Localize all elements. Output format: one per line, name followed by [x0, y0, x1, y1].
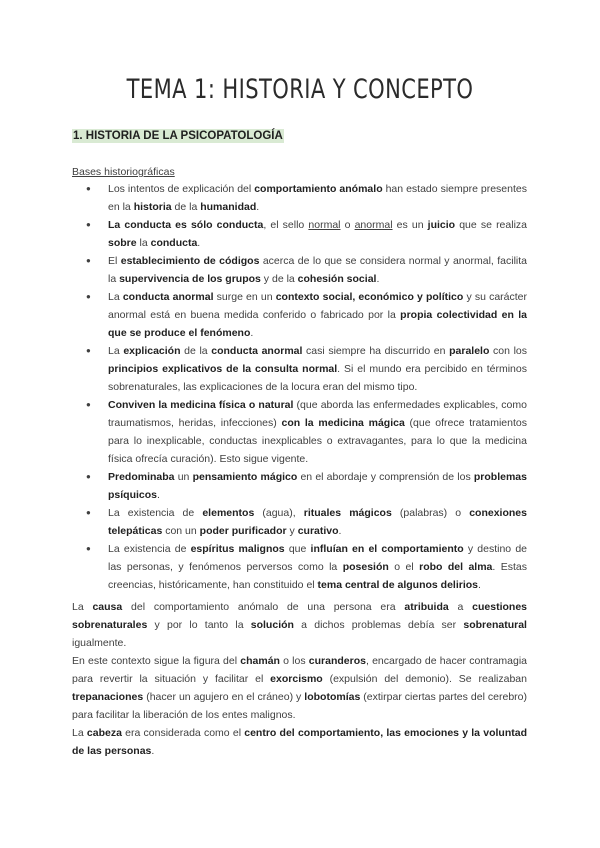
- bold-text: poder purificador: [199, 525, 287, 537]
- text-run: o el: [388, 561, 420, 573]
- bold-text: establecimiento de códigos: [120, 255, 260, 267]
- text-run: que: [284, 543, 311, 555]
- text-run: En este contexto sigue la figura del: [72, 655, 241, 667]
- text-run: o: [340, 219, 355, 231]
- text-run: y destino de las personas, y fenómenos perversos como la: [108, 543, 527, 573]
- bold-text: tema central de algunos delirios: [317, 579, 478, 591]
- bold-text: propia colectividad en la que se produce el fenómeno: [108, 309, 527, 339]
- page-title: TEMA 1: HISTORIA Y CONCEPTO: [126, 74, 474, 105]
- text-run: con un: [162, 525, 200, 537]
- bold-text: historia: [133, 201, 172, 213]
- bullet-item: [86, 540, 527, 594]
- text-run: a: [448, 601, 473, 613]
- bold-text: principios explicativos de la consulta normal: [108, 363, 338, 375]
- text-run: a dichos problemas debía ser: [293, 619, 464, 631]
- text-run: (que aborda las enfermedades explicables, como traumatismos, heridas, infecciones): [108, 399, 527, 429]
- bold-text: influían en el comportamiento: [310, 543, 464, 555]
- paragraph: [72, 598, 527, 652]
- text-run: .: [256, 201, 260, 213]
- underlined-text: normal: [308, 219, 341, 231]
- text-run: surge en un: [213, 291, 276, 303]
- bold-text: conducta anormal: [211, 345, 303, 357]
- text-run: (que ofrece tratamientos para lo inexplicable, conductas inexplicables o extravagantes, para lo que la medicina física ofrecía curación). Esto sigue vigente.: [108, 417, 527, 465]
- bold-text: robo del alma: [419, 561, 493, 573]
- text-run: de la: [180, 345, 212, 357]
- body-paragraphs: [72, 598, 527, 760]
- bold-text: con la medicina mágica: [281, 417, 405, 429]
- text-run: .: [338, 525, 342, 537]
- bold-text: Predominaba: [108, 471, 175, 483]
- paragraph: [72, 724, 527, 760]
- bullet-item: [86, 252, 527, 288]
- text-run: y por lo tanto la: [147, 619, 251, 631]
- bullet-item: [86, 504, 527, 540]
- text-run: con los: [489, 345, 528, 357]
- text-run: han estado siempre presentes en la: [108, 183, 527, 213]
- text-run: .: [197, 237, 201, 249]
- text-run: del comportamiento anómalo de una persona era: [122, 601, 405, 613]
- bold-text: posesión: [342, 561, 389, 573]
- bullet-item: [86, 468, 527, 504]
- text-run: .: [151, 745, 155, 757]
- text-run: acerca de lo que se considera normal y anormal, facilita la: [108, 255, 527, 285]
- text-run: igualmente.: [72, 637, 127, 649]
- bold-text: supervivencia de los grupos: [119, 273, 261, 285]
- bullet-item: [86, 288, 527, 342]
- text-run: casi siempre ha discurrido en: [302, 345, 450, 357]
- text-run: . Si el mundo era percibido en términos sobrenaturales, las explicaciones de la locura eran del mismo tipo.: [108, 363, 527, 393]
- text-run: o los: [279, 655, 309, 667]
- bold-text: rituales mágicos: [303, 507, 392, 519]
- bold-text: contexto social, económico y político: [275, 291, 464, 303]
- bold-text: sobrenatural: [463, 619, 527, 631]
- bold-text: lobotomías: [304, 691, 361, 703]
- bold-text: comportamiento anómalo: [254, 183, 383, 195]
- text-run: Los intentos de explicación del: [108, 183, 255, 195]
- bold-text: cabeza: [86, 727, 122, 739]
- bold-text: solución: [250, 619, 294, 631]
- bold-text: humanidad: [200, 201, 257, 213]
- text-run: . Estas creencias, históricamente, han constituido el: [108, 561, 528, 591]
- text-run: .: [157, 489, 160, 501]
- text-run: (extirpar ciertas partes del cerebro) para facilitar la liberación de los entes malignos.: [72, 691, 527, 721]
- bullet-item: [86, 342, 527, 396]
- bold-text: conducta anormal: [122, 291, 214, 303]
- text-run: (agua),: [254, 507, 304, 519]
- text-run: que se realiza: [455, 219, 527, 231]
- bold-text: juicio: [427, 219, 456, 231]
- bold-text: espíritus malignos: [190, 543, 285, 555]
- bold-text: cuestiones sobrenaturales: [72, 601, 527, 631]
- bold-text: chamán: [240, 655, 280, 667]
- bold-text: elementos: [202, 507, 255, 519]
- text-run: era considerada como el: [121, 727, 245, 739]
- bold-text: exorcismo: [270, 673, 323, 685]
- bullet-item: [86, 396, 527, 468]
- text-run: (hacer un agujero en el cráneo) y: [143, 691, 305, 703]
- bold-text: La conducta es sólo conducta: [108, 219, 264, 231]
- text-run: es un: [392, 219, 428, 231]
- bold-text: conexiones telepáticas: [108, 507, 527, 537]
- text-run: en el abordaje y comprensión de los: [297, 471, 474, 483]
- bold-text: explicación: [123, 345, 181, 357]
- bold-text: Conviven la medicina física o natural: [108, 399, 294, 411]
- text-run: , el sello: [263, 219, 309, 231]
- text-run: y su carácter anormal está en buena medida conferido o fabricado por la: [108, 291, 528, 321]
- text-run: El: [108, 255, 121, 267]
- bullet-list: [86, 180, 527, 594]
- bold-text: curanderos: [308, 655, 366, 667]
- text-run: la: [136, 237, 151, 249]
- text-run: .: [250, 327, 254, 339]
- section-heading: 1. HISTORIA DE LA PSICOPATOLOGÍA: [73, 130, 283, 142]
- text-run: (expulsión del demonio). Se realizaban: [322, 673, 527, 685]
- text-run: La: [108, 345, 124, 357]
- bold-text: centro del comportamiento, las emociones y la voluntad de las personas: [72, 727, 527, 757]
- bold-text: sobre: [108, 237, 137, 249]
- bullet-item: [86, 216, 527, 252]
- bold-text: problemas psíquicos: [108, 471, 527, 501]
- text-run: .: [376, 273, 380, 285]
- bold-text: pensamiento mágico: [192, 471, 298, 483]
- bold-text: paralelo: [449, 345, 490, 357]
- bold-text: trepanaciones: [72, 691, 144, 703]
- text-run: un: [174, 471, 193, 483]
- text-run: La existencia de: [108, 507, 203, 519]
- bold-text: curativo: [297, 525, 339, 537]
- text-run: (palabras) o: [391, 507, 470, 519]
- text-run: y de la: [260, 273, 298, 285]
- underlined-text: anormal: [354, 219, 393, 231]
- text-run: La: [108, 291, 123, 303]
- paragraph: [72, 652, 527, 724]
- text-run: La: [72, 601, 93, 613]
- text-run: .: [478, 579, 481, 591]
- bold-text: conducta: [150, 237, 198, 249]
- bold-text: causa: [92, 601, 123, 613]
- bold-text: atribuida: [404, 601, 449, 613]
- bold-text: cohesión social: [297, 273, 377, 285]
- text-run: La: [72, 727, 87, 739]
- text-run: , encargado de hacer contramagia para revertir la situación y facilitar el: [72, 655, 528, 685]
- text-run: La existencia de: [108, 543, 191, 555]
- text-run: y: [286, 525, 298, 537]
- subheading: Bases historiográficas: [72, 166, 175, 178]
- bullet-item: [86, 180, 527, 216]
- text-run: de la: [171, 201, 201, 213]
